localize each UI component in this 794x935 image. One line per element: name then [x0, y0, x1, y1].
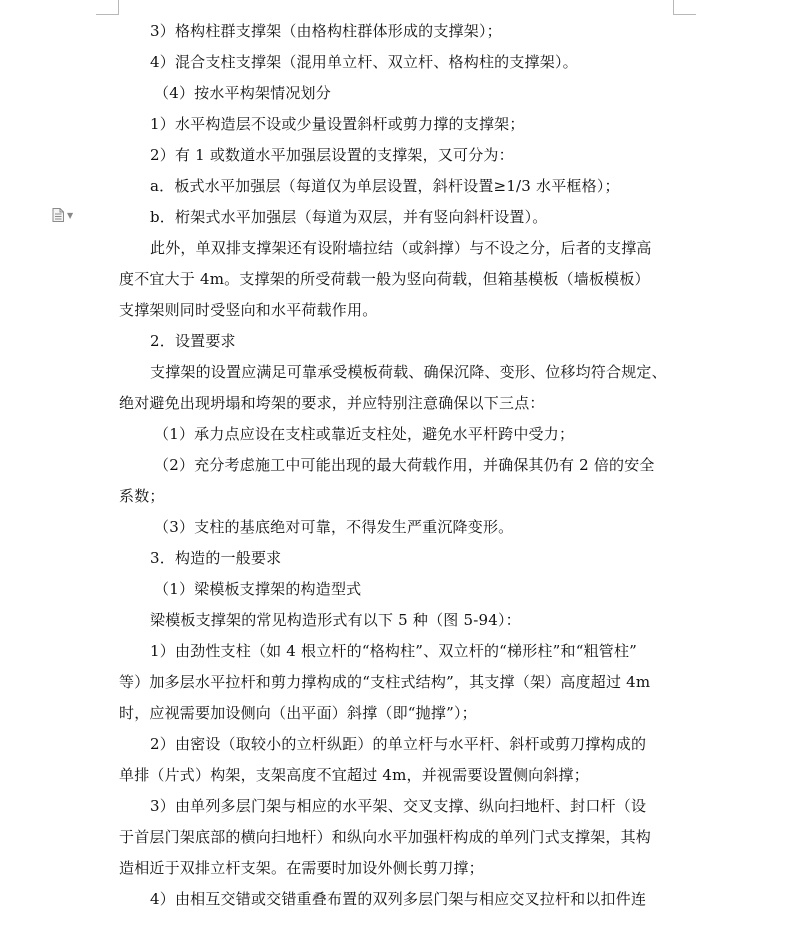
- text-line: 梁模板支撑架的常见构造形式有以下 5 种（图 5-94）：: [150, 611, 521, 629]
- margin-corner-mark-left: [96, 0, 119, 15]
- text-line: （3）支柱的基底绝对可靠，不得发生严重沉降变形。: [154, 518, 514, 536]
- document-icon[interactable]: [52, 208, 64, 222]
- text-line: 1）由劲性支柱（如 4 根立杆的“格构柱”、双立杆的“梯形柱”和“粗管柱”: [150, 642, 638, 660]
- text-line: 造相近于双排立杆支架。在需要时加设外侧长剪刀撑；: [119, 859, 484, 877]
- paragraph-options[interactable]: [52, 208, 73, 222]
- text-line: b．桁架式水平加强层（每道为双层，并有竖向斜杆设置）。: [150, 208, 548, 226]
- text-line: 时，应视需要加设侧向（出平面）斜撑（即“抛撑”）；: [119, 704, 477, 722]
- text-line: 2）由密设（取较小的立杆纵距）的单立杆与水平杆、斜杆或剪刀撑构成的: [150, 735, 647, 753]
- text-line: 支撑架则同时受竖向和水平荷载作用。: [119, 301, 378, 319]
- text-line: 1）水平构造层不设或少量设置斜杆或剪力撑的支撑架；: [150, 115, 525, 133]
- text-line: （4）按水平构架情况划分: [154, 84, 331, 102]
- section-heading: 2．设置要求: [150, 332, 236, 350]
- text-line: 4）由相互交错或交错重叠布置的双列多层门架与相应交叉拉杆和以扣件连: [150, 890, 647, 908]
- text-line: 4）混合支柱支撑架（混用单立杆、双立杆、格构柱的支撑架）。: [150, 53, 578, 71]
- text-line: 此外，单双排支撑架还有设附墙拉结（或斜撑）与不设之分，后者的支撑高: [150, 239, 652, 257]
- text-line: （1）梁模板支撑架的构造型式: [154, 580, 362, 598]
- text-line: 支撑架的设置应满足可靠承受模板荷载、确保沉降、变形、位移均符合规定、: [150, 363, 667, 381]
- text-line: 3）由单列多层门架与相应的水平架、交叉支撑、纵向扫地杆、封口杆（设: [150, 797, 647, 815]
- text-line: （2）充分考虑施工中可能出现的最大荷载作用，并确保其仍有 2 倍的安全: [154, 456, 655, 474]
- text-line: 2）有 1 或数道水平加强层设置的支撑架，又可分为：: [150, 146, 514, 164]
- text-line: a．板式水平加强层（每道仅为单层设置，斜杆设置≥1/3 水平框格）；: [150, 177, 620, 195]
- text-line: 度不宜大于 4m。支撑架的所受荷载一般为竖向荷载，但箱基模板（墙板模板）: [119, 270, 650, 288]
- text-line: 3）格构柱群支撑架（由格构柱群体形成的支撑架）；: [150, 22, 502, 40]
- text-line: 等）加多层水平拉杆和剪力撑构成的“支柱式结构”，其支撑（架）高度超过 4m: [119, 673, 651, 691]
- text-line: 单排（片式）构架，支架高度不宜超过 4m，并视需要设置侧向斜撑；: [119, 766, 589, 784]
- margin-corner-mark-right: [673, 0, 696, 15]
- text-line: 系数；: [119, 487, 165, 505]
- text-line: （1）承力点应设在支柱或靠近支柱处，避免水平杆跨中受力；: [154, 425, 575, 443]
- section-heading: 3．构造的一般要求: [150, 549, 282, 567]
- chevron-down-icon[interactable]: ▼: [67, 210, 74, 220]
- text-line: 绝对避免出现坍塌和垮架的要求，并应特别注意确保以下三点：: [119, 394, 545, 412]
- text-line: 于首层门架底部的横向扫地杆）和纵向水平加强杆构成的单列门式支撑架，其构: [119, 828, 652, 846]
